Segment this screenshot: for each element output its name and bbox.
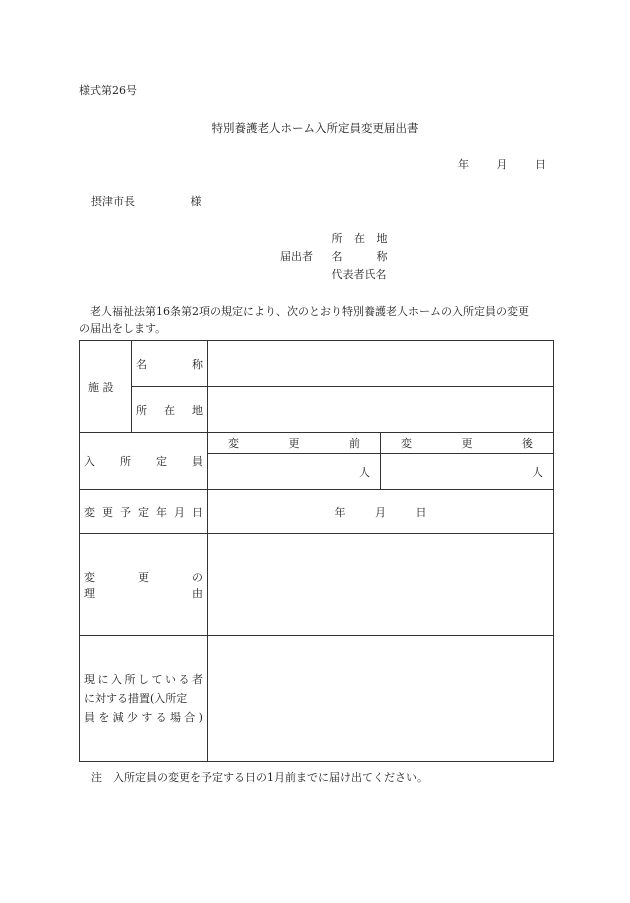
measures-label-line-2: に対する措置(入所定 (84, 692, 188, 705)
capacity-label-cell (80, 433, 208, 490)
submission-date (458, 156, 546, 172)
capacity-after-field[interactable] (381, 454, 554, 490)
applicant-representative-label: 代表者氏名 (331, 268, 387, 281)
facility-name-label-cell (132, 341, 208, 387)
scheduled-date-month: 月 (375, 505, 386, 519)
before-label: 変 更 前 (228, 437, 360, 450)
applicant-block (280, 230, 388, 284)
measures-label-line-3: 員 を 減 少 す る 場 合 ) (84, 711, 203, 724)
addressee (91, 193, 202, 209)
addressee-honorific: 様 (190, 195, 202, 208)
applicant-role: 届出者 (280, 250, 313, 263)
capacity-label: 入 所 定 員 (84, 455, 203, 468)
facility-address-field[interactable] (208, 387, 554, 433)
applicant-address-label: 所 在 地 (331, 232, 388, 245)
facility-label-cell (80, 341, 132, 433)
reason-label-cell (80, 534, 208, 636)
capacity-after-unit: 人 (532, 465, 543, 479)
facility-name-label: 名 称 (136, 357, 203, 371)
date-year-label: 年 (458, 158, 469, 171)
after-label-cell (381, 433, 554, 454)
reason-label-line-1: 変 更 の (84, 570, 203, 584)
facility-label: 施 設 (88, 380, 114, 394)
after-label: 変 更 後 (401, 437, 533, 450)
form-title: 特別養護老人ホーム入所定員変更届出書 (211, 121, 419, 135)
measures-label-line-1: 現 に 入 所 し て い る 者 (84, 673, 203, 686)
body-line-1: 老人福祉法第16条第2項の規定により、次のとおり特別養護老人ホームの入所定員の変更 (90, 305, 529, 318)
scheduled-date-day: 日 (415, 505, 427, 519)
date-month-label: 月 (496, 158, 508, 171)
facility-name-field[interactable] (208, 341, 554, 387)
capacity-before-unit: 人 (359, 465, 370, 479)
measures-field[interactable] (208, 636, 554, 762)
scheduled-date-field[interactable] (208, 490, 554, 534)
change-form-table (79, 340, 554, 762)
scheduled-date-label: 変 更 予 定 年 月 日 (84, 505, 203, 519)
scheduled-date-label-cell (80, 490, 208, 534)
addressee-name: 摂津市長 (91, 195, 135, 208)
facility-address-label-cell (132, 387, 208, 433)
date-day-label: 日 (535, 158, 546, 171)
applicant-name-label: 名 称 (331, 250, 388, 263)
reason-field[interactable] (208, 534, 554, 636)
footnote: 注 入所定員の変更を予定する日の1月前までに届け出てください。 (91, 771, 428, 784)
reason-label-line-2: 理 由 (84, 586, 203, 600)
body-line-2: の届出をします。 (79, 322, 167, 335)
capacity-before-field[interactable] (208, 454, 381, 490)
form-number: 様式第26号 (79, 84, 137, 97)
facility-address-label: 所 在 地 (136, 403, 203, 417)
measures-label-cell (80, 636, 208, 762)
scheduled-date-year: 年 (334, 505, 346, 519)
body-text (79, 303, 557, 337)
before-label-cell (208, 433, 381, 454)
